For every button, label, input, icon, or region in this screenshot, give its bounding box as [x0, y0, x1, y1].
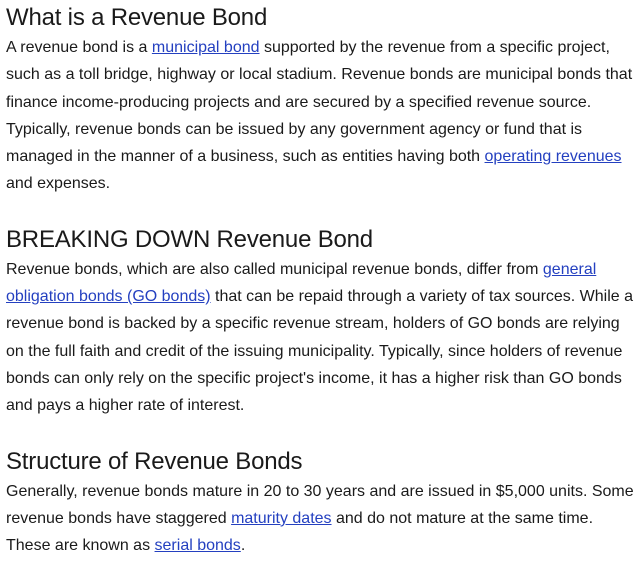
section-heading: Structure of Revenue Bonds [6, 447, 303, 475]
section-heading: BREAKING DOWN Revenue Bond [6, 225, 373, 253]
section-what-is [6, 3, 634, 198]
link-operating-revenues[interactable]: operating revenues [484, 148, 622, 166]
section-paragraph [6, 478, 634, 560]
paragraph-text: and do not mature at the same time. These are known as [6, 509, 594, 555]
section-heading: What is a Revenue Bond [6, 4, 268, 31]
paragraph-text: supported by the revenue from a specific project, such as a toll bridge, highway or local stadium. Revenue bonds are municipal bonds that finance income-producing projects and are secured by a specified revenue source. Typically, revenue bonds can be issued by any government agency or fund that is managed in the manner of a business, such as entities having both [6, 39, 633, 166]
paragraph-text: and expenses. [6, 175, 111, 193]
paragraph-text: A revenue bond is a [6, 39, 152, 56]
link-general-obligation-bonds[interactable]: general obligation bonds (GO bonds) [6, 260, 597, 306]
section-breaking-down [6, 225, 634, 420]
section-structure [6, 447, 634, 560]
paragraph-text: that can be repaid through a variety of tax sources. While a revenue bond is backed by a specific revenue stream, holders of GO bonds are relying on the full faith and credit of the issuing municipality. Typically, since holders of revenue bonds can only rely on the specific project's income, it has a higher risk than GO bonds and pays a higher rate of interest. [6, 288, 634, 415]
section-paragraph [6, 34, 634, 198]
paragraph-text: Generally, revenue bonds mature in 20 to 30 years and are issued in $5,000 units. Some revenue bonds have staggered [6, 482, 634, 527]
paragraph-text: Revenue bonds, which are also called municipal revenue bonds, differ from [6, 260, 543, 278]
paragraph-text: . [240, 537, 246, 555]
link-municipal-bond[interactable]: municipal bond [151, 39, 260, 56]
section-paragraph [6, 256, 634, 420]
link-maturity-dates[interactable]: maturity dates [231, 509, 332, 527]
link-serial-bonds[interactable]: serial bonds [154, 537, 241, 555]
